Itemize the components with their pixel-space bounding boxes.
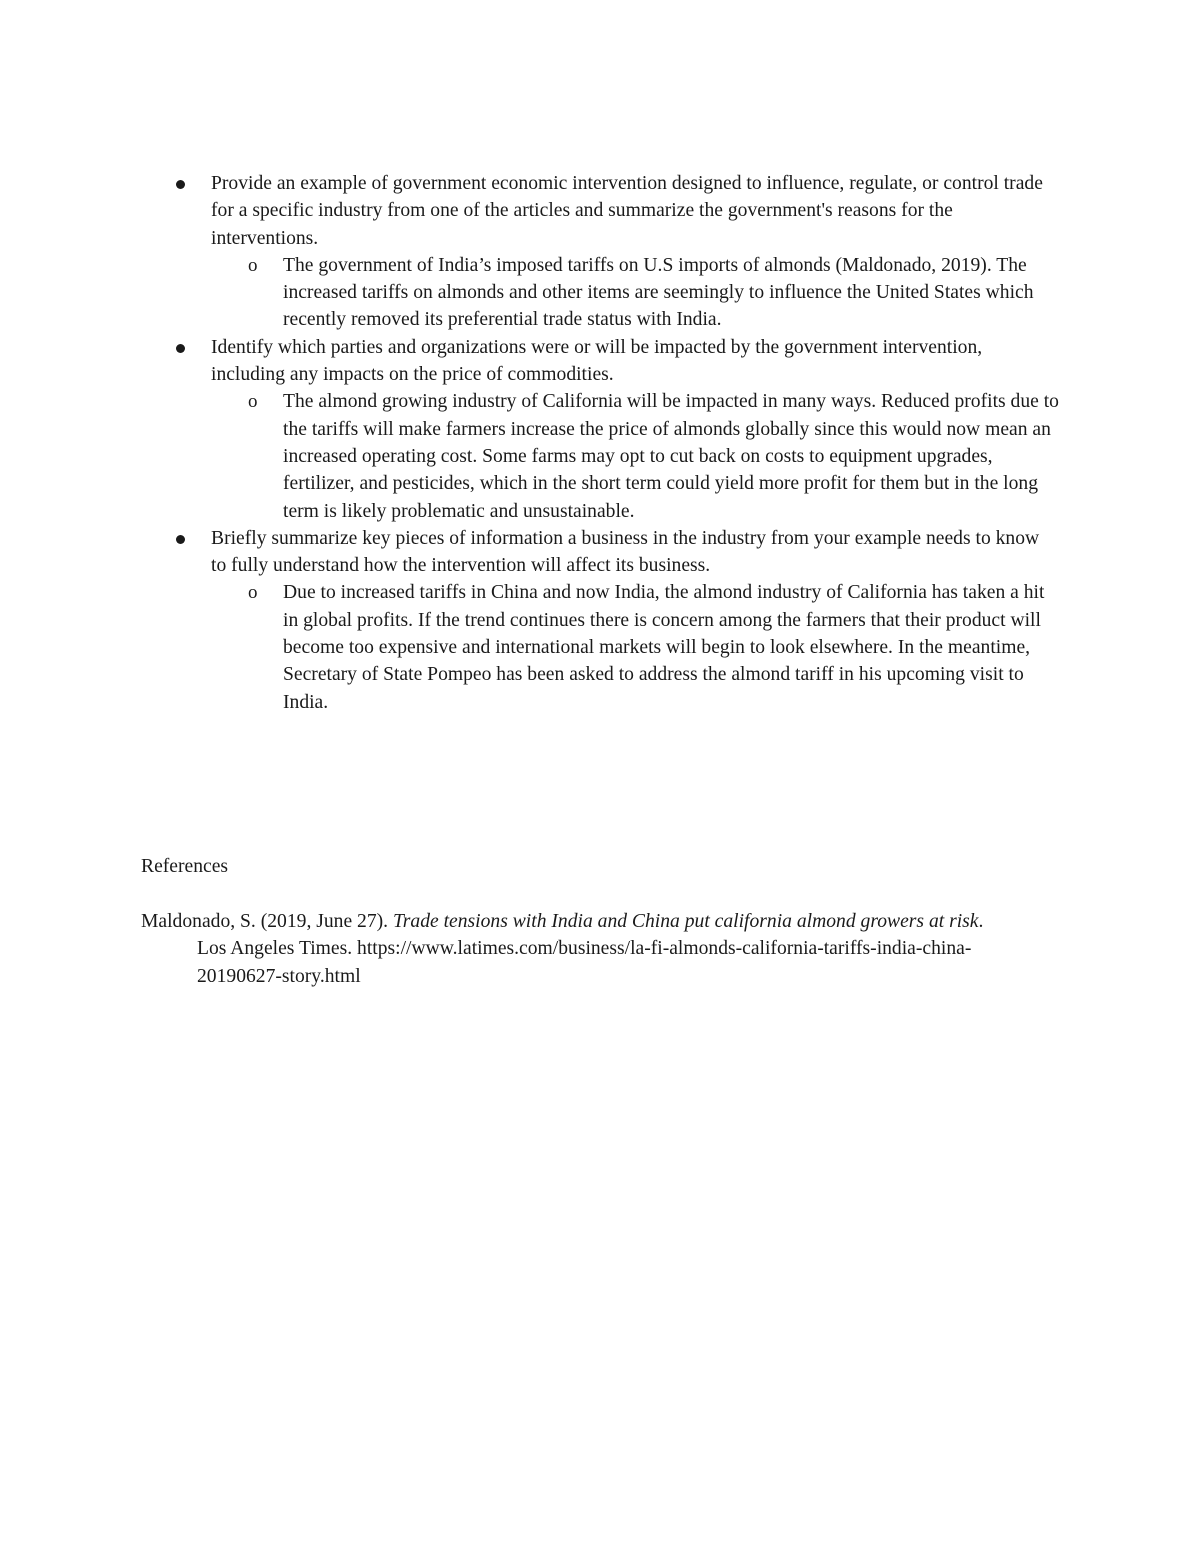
bullet-text: Provide an example of government economic intervention designed to influence, regulate, or control trade for a specific industry from one of the articles and summarize the government's reasons for the interventions. [211, 173, 1043, 249]
bullet-text: Briefly summarize key pieces of information a business in the industry from your example needs to know to fully understand how the intervention will affect its business. [211, 527, 1040, 577]
reference-title: Trade tensions with India and China put california almond growers at risk [392, 911, 979, 932]
sub-item [0, 579, 1200, 715]
sub-list [0, 388, 1200, 524]
reference-entry [141, 908, 1011, 990]
sub-text: The almond growing industry of California will be impacted in many ways. Reduced profits due to the tariffs will make farmers increase the price of almonds globally since this would now mean an increased operating cost. Some farms may opt to cut back on costs to equipment upgrades, fertilizer, and pesticides, which in the short term could yield more profit for them but in the long term is likely problematic and unsustainable. [283, 391, 1059, 522]
sub-list [0, 579, 1200, 715]
reference-author-date: Maldonado, S. (2019, June 27). [141, 911, 393, 932]
reference-source: . Los Angeles Times. https://www.latimes.com/business/la-fi-almonds-california-tariffs-india-china-20190627-story.html [197, 911, 984, 987]
bullet-icon [176, 535, 185, 544]
bullet-item [0, 525, 1200, 716]
bullet-item [0, 334, 1200, 525]
references-heading: References [141, 856, 229, 877]
bullet-text: Identify which parties and organizations were or will be impacted by the government intervention, including any impacts on the price of commodities. [211, 336, 983, 386]
sub-item [0, 388, 1200, 524]
sub-text: Due to increased tariffs in China and now India, the almond industry of California has taken a hit in global profits. If the trend continues there is concern among the farmers that their product will become too expensive and international markets will begin to look elsewhere. In the meantime, Secretary of State Pompeo has been asked to address the almond tariff in his upcoming visit to India. [283, 582, 1045, 713]
sub-text: The government of India’s imposed tariffs on U.S imports of almonds (Maldonado, 2019). The increased tariffs on almonds and other items are seemingly to influence the United States which recently removed its preferential trade status with India. [283, 254, 1034, 331]
bullet-icon [176, 180, 185, 189]
sub-item [0, 252, 1200, 334]
circle-bullet-icon: o [248, 391, 258, 413]
bullet-item [0, 170, 1200, 334]
bullet-list [0, 170, 1200, 716]
sub-list [0, 252, 1200, 334]
bullet-icon [176, 344, 185, 353]
circle-bullet-icon: o [248, 254, 258, 276]
circle-bullet-icon: o [248, 582, 258, 604]
